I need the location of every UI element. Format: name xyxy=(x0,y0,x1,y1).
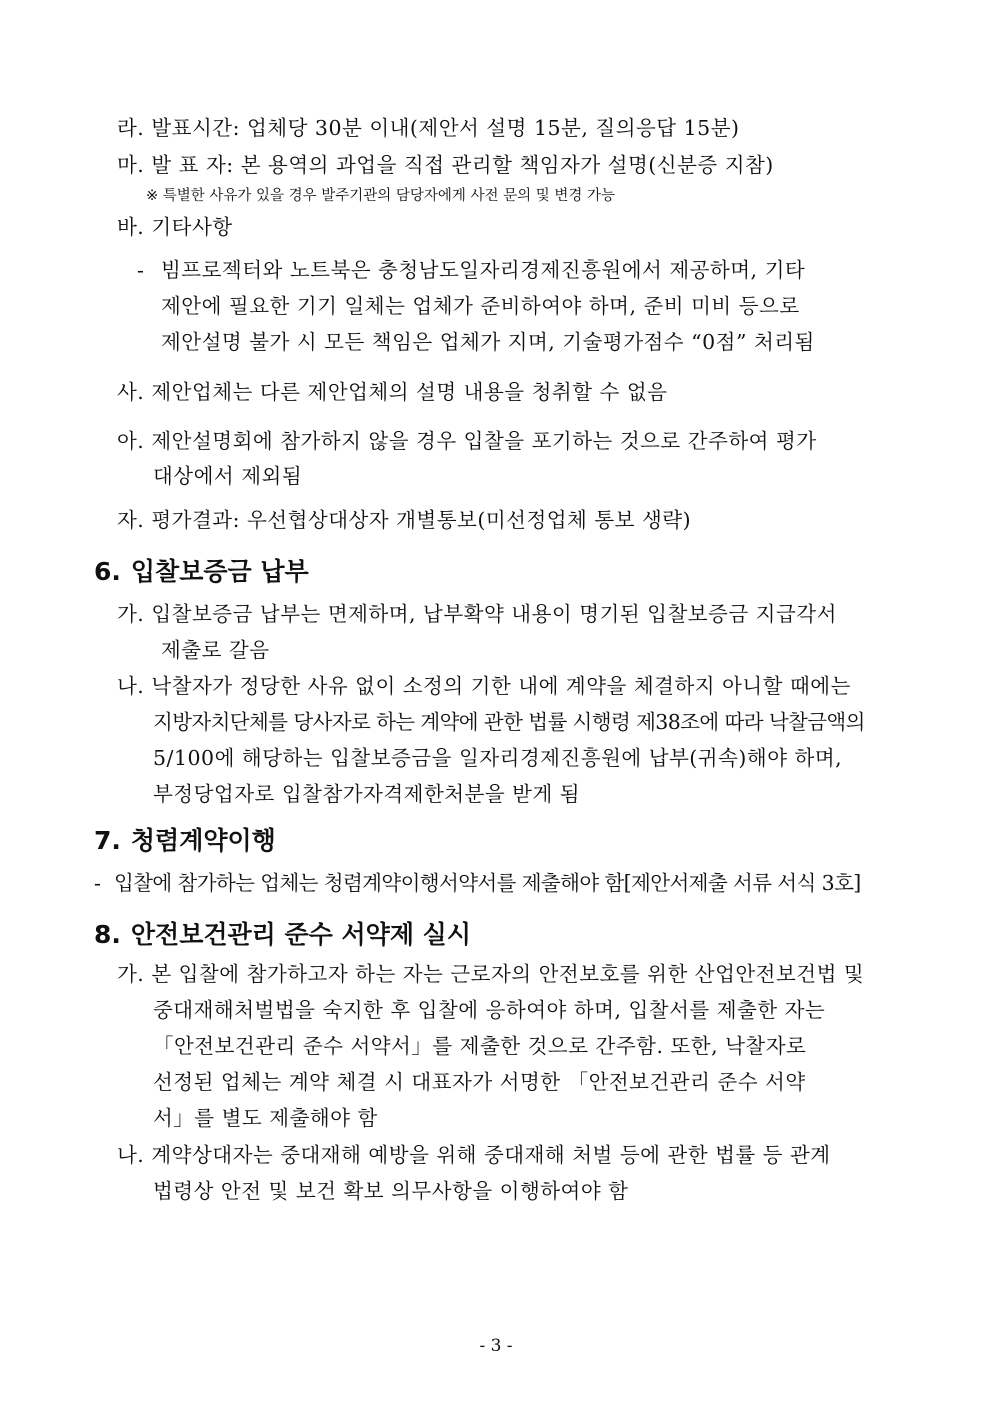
item-continuation: 대상에서 제외됨 xyxy=(153,464,303,488)
item-continuation: 법령상 안전 및 보건 확보 의무사항을 이행하여야 함 xyxy=(153,1179,629,1203)
item-ja xyxy=(117,510,691,531)
section-heading xyxy=(94,922,471,947)
item-marker: 가. xyxy=(117,962,145,986)
item-continuation: 중대재해처벌법을 숙지한 후 입찰에 응하여야 하며, 입찰서를 제출한 자는 xyxy=(153,998,826,1022)
item-marker: 나. xyxy=(117,1143,145,1167)
sub-line-text: 빔프로젝터와 노트북은 충청남도일자리경제진흥원에서 제공하며, 기타 xyxy=(161,258,806,282)
item-continuation: 서」를 별도 제출해야 함 xyxy=(153,1106,378,1130)
item-continuation: 제출로 갈음 xyxy=(161,638,270,662)
item-na xyxy=(117,1145,831,1166)
item-continuation: 선정된 업체는 계약 체결 시 대표자가 서명한 「안전보건관리 준수 서약 xyxy=(153,1070,806,1094)
item-marker: 마. xyxy=(117,153,145,177)
section-number: 8. xyxy=(94,920,121,949)
item-text: 발표시간: 업체당 30분 이내(제안서 설명 15분, 질의응답 15분) xyxy=(151,116,740,140)
item-continuation: 5/100에 해당하는 입찰보증금을 일자리경제진흥원에 납부(귀속)해야 하며, xyxy=(153,746,843,770)
item-marker: 라. xyxy=(117,116,145,140)
item-marker: 사. xyxy=(117,380,145,404)
item-text: 제안설명회에 참가하지 않을 경우 입찰을 포기하는 것으로 간주하여 평가 xyxy=(151,429,817,453)
item-ga xyxy=(117,604,837,625)
item-ra xyxy=(117,118,740,139)
section-title: 청렴계약이행 xyxy=(130,826,276,855)
item-ma xyxy=(117,155,774,176)
bullet-dash: - xyxy=(94,871,101,895)
item-text: 계약상대자는 중대재해 예방을 위해 중대재해 처벌 등에 관한 법률 등 관계 xyxy=(151,1143,831,1167)
sub-bullet-line xyxy=(137,260,805,281)
item-ga xyxy=(117,964,864,985)
item-marker: 바. xyxy=(117,215,145,239)
item-a xyxy=(117,431,817,452)
item-ba xyxy=(117,217,233,238)
note-text: ※ 특별한 사유가 있을 경우 발주기관의 담당자에게 사전 문의 및 변경 가능 xyxy=(146,188,616,204)
item-text: 제안업체는 다른 제안업체의 설명 내용을 청취할 수 없음 xyxy=(151,380,668,404)
section-title: 안전보건관리 준수 서약제 실시 xyxy=(130,920,471,949)
bullet-text: 입찰에 참가하는 업체는 청렴계약이행서약서를 제출해야 함[제안서제출 서류 서식 3호] xyxy=(114,871,861,895)
item-continuation: 지방자치단체를 당사자로 하는 계약에 관한 법률 시행령 제38조에 따라 낙찰금액의 xyxy=(153,710,865,734)
item-text: 입찰보증금 납부는 면제하며, 납부확약 내용이 명기된 입찰보증금 지급각서 xyxy=(151,602,837,626)
section-number: 7. xyxy=(94,826,121,855)
item-continuation: 「안전보건관리 준수 서약서」를 제출한 것으로 간주함. 또한, 낙찰자로 xyxy=(153,1034,807,1058)
item-continuation: 부정당업자로 입찰참가자격제한처분을 받게 됨 xyxy=(153,782,581,806)
item-text: 낙찰자가 정당한 사유 없이 소정의 기한 내에 계약을 체결하지 아니할 때에는 xyxy=(151,674,851,698)
item-text: 기타사항 xyxy=(151,215,233,239)
section-heading xyxy=(94,559,309,584)
item-sa xyxy=(117,382,667,403)
item-marker: 자. xyxy=(117,508,145,532)
bullet-dash: - xyxy=(137,258,145,282)
item-text: 발 표 자: 본 용역의 과업을 직접 관리할 책임자가 설명(신분증 지참) xyxy=(151,153,774,177)
item-marker: 가. xyxy=(117,602,145,626)
bullet-line xyxy=(94,873,861,894)
section-heading xyxy=(94,828,276,853)
item-marker: 아. xyxy=(117,429,145,453)
section-title: 입찰보증금 납부 xyxy=(130,557,309,586)
item-marker: 나. xyxy=(117,674,145,698)
sub-line: 제안에 필요한 기기 일체는 업체가 준비하여야 하며, 준비 미비 등으로 xyxy=(161,294,800,318)
section-number: 6. xyxy=(94,557,121,586)
item-text: 본 입찰에 참가하고자 하는 자는 근로자의 안전보호를 위한 산업안전보건법 및 xyxy=(151,962,865,986)
sub-line: 제안설명 불가 시 모든 책임은 업체가 지며, 기술평가점수 “0점” 처리됨 xyxy=(161,330,815,354)
item-na xyxy=(117,676,851,697)
item-text: 평가결과: 우선협상대상자 개별통보(미선정업체 통보 생략) xyxy=(151,508,692,532)
page-number: - 3 - xyxy=(479,1336,513,1356)
